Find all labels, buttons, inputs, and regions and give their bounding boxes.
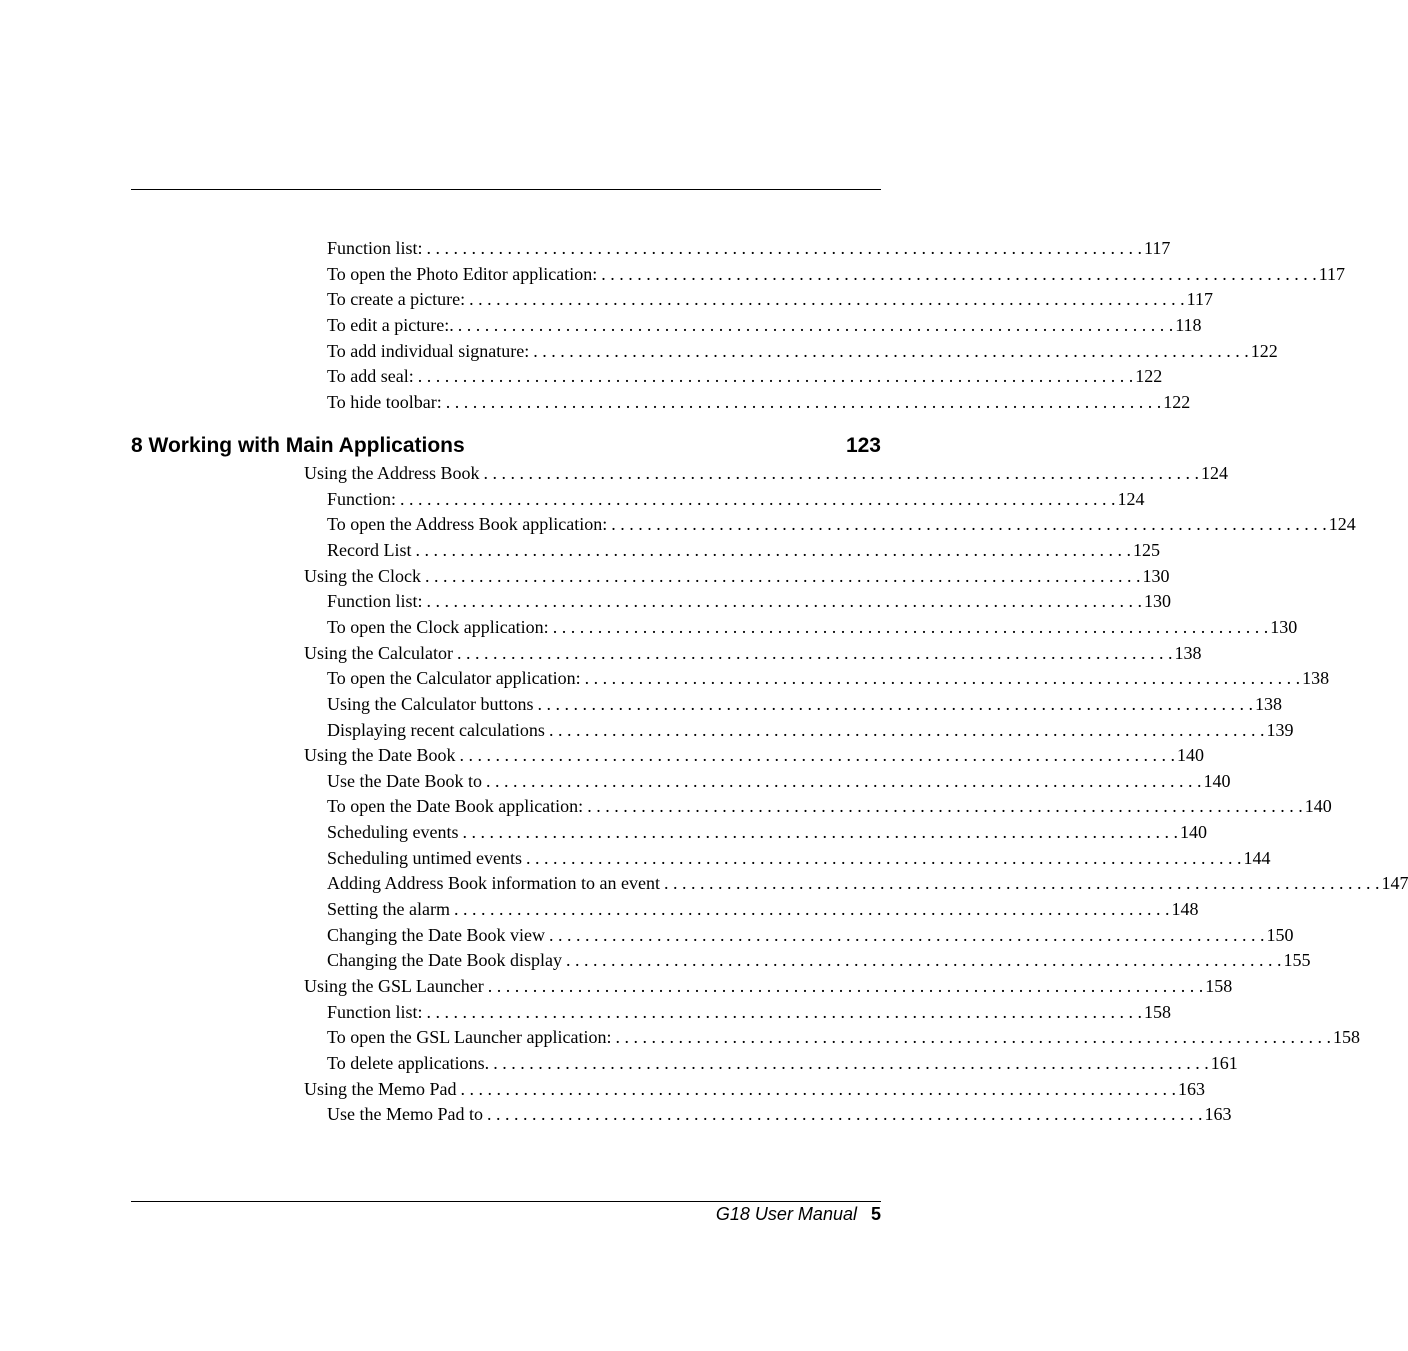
entry-title: Record List (327, 540, 412, 560)
toc-subsection-entry[interactable] (327, 1025, 1360, 1049)
dot-leader: . . . . . . . . . . . . . . . . . . . . . . . . . . . . . . . . . . . . . . . . . . . . . . . . . . . . . . . . . . . . . . . . . . . . . . . . . . . . . . . . (469, 289, 1185, 309)
entry-page: 140 (1179, 822, 1207, 842)
entry-page: 155 (1283, 950, 1311, 970)
dot-leader: . . . . . . . . . . . . . . . . . . . . . . . . . . . . . . . . . . . . . . . . . . . . . . . . . . . . . . . . . . . . . . . . . . . . . . . . . . . . . . . . (525, 848, 1242, 868)
entry-title: Use the Date Book to (327, 771, 482, 791)
dot-leader: . . . . . . . . . . . . . . . . . . . . . . . . . . . . . . . . . . . . . . . . . . . . . . . . . . . . . . . . . . . . . . . . . . . . . . . . . . . . . . . . (533, 341, 1249, 361)
entry-title: To delete applications. (327, 1053, 490, 1073)
toc-subsection-entry[interactable] (327, 538, 1160, 562)
toc-subsection-entry[interactable] (327, 897, 1199, 921)
dot-leader: . . . . . . . . . . . . . . . . . . . . . . . . . . . . . . . . . . . . . . . . . . . . . . . . . . . . . . . . . . . . . . . . . . . . . . . . . . . . . . . . (552, 617, 1269, 637)
dot-leader: . . . . . . . . . . . . . . . . . . . . . . . . . . . . . . . . . . . . . . . . . . . . . . . . . . . . . . . . . . . . . . . . . . . . . . . . . . . . . . . . (456, 643, 1173, 663)
entry-page: 158 (1144, 1002, 1172, 1022)
toc-subsection-entry[interactable] (327, 1000, 1172, 1024)
page-footer (716, 1202, 881, 1226)
entry-page: 158 (1332, 1027, 1360, 1047)
entry-page: 118 (1175, 315, 1202, 335)
entry-page: 147 (1381, 873, 1408, 893)
dot-leader: . . . . . . . . . . . . . . . . . . . . . . . . . . . . . . . . . . . . . . . . . . . . . . . . . . . . . . . . . . . . . . . . . . . . . . . . . . . . . . . . (462, 822, 1178, 842)
toc-subsection-entry[interactable] (327, 692, 1282, 716)
dot-leader: . . . . . . . . . . . . . . . . . . . . . . . . . . . . . . . . . . . . . . . . . . . . . . . . . . . . . . . . . . . . . . . . . . . . . . . . . . . . . . . . (453, 899, 1170, 919)
toc-subsection-entry[interactable] (327, 589, 1172, 613)
entry-title: To add individual signature: (327, 341, 530, 361)
dot-leader: . . . . . . . . . . . . . . . . . . . . . . . . . . . . . . . . . . . . . . . . . . . . . . . . . . . . . . . . . . . . . . . . . . . . . . . . . . . . . . . . (486, 1104, 1203, 1124)
dot-leader: . . . . . . . . . . . . . . . . . . . . . . . . . . . . . . . . . . . . . . . . . . . . . . . . . . . . . . . . . . . . . . . . . . . . . . . . . . . . . . . . (457, 315, 1174, 335)
entry-page: 140 (1203, 771, 1231, 791)
entry-title: To edit a picture:. (327, 315, 454, 335)
toc-section-entry[interactable] (304, 1077, 1205, 1101)
dot-leader: . . . . . . . . . . . . . . . . . . . . . . . . . . . . . . . . . . . . . . . . . . . . . . . . . . . . . . . . . . . . . . . . . . . . . . . . . . . . . . . . (601, 264, 1317, 284)
page-number: 5 (870, 1204, 881, 1224)
entry-page: 139 (1266, 720, 1294, 740)
entry-page: 117 (1318, 264, 1346, 284)
entry-title: Adding Address Book information to an event (327, 873, 660, 893)
dot-leader: . . . . . . . . . . . . . . . . . . . . . . . . . . . . . . . . . . . . . . . . . . . . . . . . . . . . . . . . . . . . . . . . . . . . . . . . . . . . . . . . (615, 1027, 1331, 1047)
toc-section-entry[interactable] (304, 743, 1204, 767)
entry-title: To open the GSL Launcher application: (327, 1027, 612, 1047)
entry-page: 138 (1254, 694, 1282, 714)
entry-title: Using the Calculator buttons (327, 694, 534, 714)
dot-leader: . . . . . . . . . . . . . . . . . . . . . . . . . . . . . . . . . . . . . . . . . . . . . . . . . . . . . . . . . . . . . . . . . . . . . . . . . . . . . . . . (445, 392, 1162, 412)
dot-leader: . . . . . . . . . . . . . . . . . . . . . . . . . . . . . . . . . . . . . . . . . . . . . . . . . . . . . . . . . . . . . . . . . . . . . . . . . . . . . . . . (460, 1079, 1176, 1099)
entry-page: 163 (1178, 1079, 1205, 1099)
toc-subsection-entry[interactable] (327, 846, 1271, 870)
entry-title: To open the Calculator application: (327, 668, 581, 688)
entry-title: Using the Calculator (304, 643, 453, 663)
dot-leader: . . . . . . . . . . . . . . . . . . . . . . . . . . . . . . . . . . . . . . . . . . . . . . . . . . . . . . . . . . . . . . . . . . . . . . . . . . . . . . . . (483, 463, 1199, 483)
dot-leader: . . . . . . . . . . . . . . . . . . . . . . . . . . . . . . . . . . . . . . . . . . . . . . . . . . . . . . . . . . . . . . . . . . . . . . . . . . . . . . . . (426, 1002, 1143, 1022)
dot-leader: . . . . . . . . . . . . . . . . . . . . . . . . . . . . . . . . . . . . . . . . . . . . . . . . . . . . . . . . . . . . . . . . . . . . . . . . . . . . . . . . (487, 976, 1204, 996)
entry-page: 158 (1205, 976, 1233, 996)
toc-subsection-entry[interactable] (327, 871, 1408, 895)
entry-page: 124 (1328, 514, 1356, 534)
entry-page: 140 (1304, 796, 1332, 816)
toc-subsection-entry[interactable] (327, 313, 1202, 337)
entry-page: 117 (1144, 238, 1171, 258)
toc-section-entry[interactable] (304, 974, 1233, 998)
dot-leader: . . . . . . . . . . . . . . . . . . . . . . . . . . . . . . . . . . . . . . . . . . . . . . . . . . . . . . . . . . . . . . . . . . . . . . . . . . . . . . . . (426, 591, 1143, 611)
manual-title: G18 User Manual (715, 1204, 857, 1224)
toc-subsection-entry[interactable] (327, 262, 1346, 286)
entry-title: To create a picture: (327, 289, 466, 309)
dot-leader: . . . . . . . . . . . . . . . . . . . . . . . . . . . . . . . . . . . . . . . . . . . . . . . . . . . . . . . . . . . . . . . . . . . . . . . . . . . . . . . . (459, 745, 1175, 765)
chapter-page: 123 (845, 434, 881, 457)
toc-subsection-entry[interactable] (327, 390, 1191, 414)
dot-leader: . . . . . . . . . . . . . . . . . . . . . . . . . . . . . . . . . . . . . . . . . . . . . . . . . . . . . . . . . . . . . . . . . . . . . . . . . . . . . . . . (584, 668, 1301, 688)
entry-title: To open the Date Book application: (327, 796, 584, 816)
entry-page: 163 (1204, 1104, 1232, 1124)
entry-title: To hide toolbar: (327, 392, 442, 412)
toc-subsection-entry[interactable] (327, 923, 1294, 947)
toc-subsection-entry[interactable] (327, 666, 1330, 690)
chapter-heading[interactable] (131, 434, 881, 462)
entry-title: Scheduling events (327, 822, 459, 842)
dot-leader: . . . . . . . . . . . . . . . . . . . . . . . . . . . . . . . . . . . . . . . . . . . . . . . . . . . . . . . . . . . . . . . . . . . . . . . . . . . . . . . . (548, 925, 1265, 945)
dot-leader: . . . . . . . . . . . . . . . . . . . . . . . . . . . . . . . . . . . . . . . . . . . . . . . . . . . . . . . . . . . . . . . . . . . . . . . . . . . . . . . . (415, 540, 1131, 560)
entry-page: 140 (1176, 745, 1204, 765)
dot-leader: . . . . . . . . . . . . . . . . . . . . . . . . . . . . . . . . . . . . . . . . . . . . . . . . . . . . . . . . . . . . . . . . . . . . . . . . . . . . . . . . (565, 950, 1282, 970)
entry-page: 130 (1142, 566, 1170, 586)
toc-subsection-entry[interactable] (327, 948, 1311, 972)
entry-page: 144 (1243, 848, 1271, 868)
dot-leader: . . . . . . . . . . . . . . . . . . . . . . . . . . . . . . . . . . . . . . . . . . . . . . . . . . . . . . . . . . . . . . . . . . . . . . . . . . . . . . . . (400, 489, 1116, 509)
toc-subsection-entry[interactable] (327, 287, 1213, 311)
dot-leader: . . . . . . . . . . . . . . . . . . . . . . . . . . . . . . . . . . . . . . . . . . . . . . . . . . . . . . . . . . . . . . . . . . . . . . . . . . . . . . . . (493, 1053, 1209, 1073)
entry-title: Use the Memo Pad to (327, 1104, 483, 1124)
dot-leader: . . . . . . . . . . . . . . . . . . . . . . . . . . . . . . . . . . . . . . . . . . . . . . . . . . . . . . . . . . . . . . . . . . . . . . . . . . . . . . . . (485, 771, 1202, 791)
entry-page: 117 (1186, 289, 1213, 309)
entry-page: 124 (1117, 489, 1145, 509)
entry-title: To open the Photo Editor application: (327, 264, 598, 284)
entry-page: 124 (1201, 463, 1228, 483)
entry-title: Function list: (327, 1002, 423, 1022)
entry-title: Function list: (327, 238, 423, 258)
entry-title: Using the Clock (304, 566, 421, 586)
toc-section-entry[interactable] (304, 641, 1202, 665)
toc-subsection-entry[interactable] (327, 512, 1356, 536)
toc-subsection-entry[interactable] (327, 794, 1332, 818)
dot-leader: . . . . . . . . . . . . . . . . . . . . . . . . . . . . . . . . . . . . . . . . . . . . . . . . . . . . . . . . . . . . . . . . . . . . . . . . . . . . . . . . (417, 366, 1134, 386)
entry-page: 122 (1163, 392, 1191, 412)
dot-leader: . . . . . . . . . . . . . . . . . . . . . . . . . . . . . . . . . . . . . . . . . . . . . . . . . . . . . . . . . . . . . . . . . . . . . . . . . . . . . . . . (537, 694, 1253, 714)
toc-subsection-entry[interactable] (327, 339, 1278, 363)
entry-page: 130 (1270, 617, 1298, 637)
entry-page: 138 (1174, 643, 1202, 663)
entry-title: Using the Memo Pad (304, 1079, 457, 1099)
dot-leader: . . . . . . . . . . . . . . . . . . . . . . . . . . . . . . . . . . . . . . . . . . . . . . . . . . . . . . . . . . . . . . . . . . . . . . . . . . . . . . . . (611, 514, 1327, 534)
toc-subsection-entry[interactable] (327, 1051, 1238, 1075)
toc-subsection-entry[interactable] (327, 1102, 1232, 1126)
entry-title: Using the Date Book (304, 745, 456, 765)
entry-title: Using the Address Book (304, 463, 480, 483)
entry-title: Using the GSL Launcher (304, 976, 484, 996)
toc-subsection-entry[interactable] (327, 820, 1207, 844)
toc-section-entry[interactable] (304, 564, 1170, 588)
entry-title: To add seal: (327, 366, 414, 386)
entry-page: 130 (1144, 591, 1172, 611)
dot-leader: . . . . . . . . . . . . . . . . . . . . . . . . . . . . . . . . . . . . . . . . . . . . . . . . . . . . . . . . . . . . . . . . . . . . . . . . . . . . . . . . (587, 796, 1303, 816)
entry-title: Changing the Date Book view (327, 925, 545, 945)
entry-title: Changing the Date Book display (327, 950, 562, 970)
toc-subsection-entry[interactable] (327, 236, 1171, 260)
entry-title: Setting the alarm (327, 899, 450, 919)
dot-leader: . . . . . . . . . . . . . . . . . . . . . . . . . . . . . . . . . . . . . . . . . . . . . . . . . . . . . . . . . . . . . . . . . . . . . . . . . . . . . . . . (663, 873, 1380, 893)
entry-title: Function list: (327, 591, 423, 611)
entry-page: 148 (1171, 899, 1199, 919)
toc-subsection-entry[interactable] (327, 718, 1294, 742)
entry-page: 138 (1302, 668, 1330, 688)
toc-section-entry[interactable] (304, 461, 1228, 485)
toc-subsection-entry[interactable] (327, 487, 1145, 511)
dot-leader: . . . . . . . . . . . . . . . . . . . . . . . . . . . . . . . . . . . . . . . . . . . . . . . . . . . . . . . . . . . . . . . . . . . . . . . . . . . . . . . . (548, 720, 1265, 740)
toc-subsection-entry[interactable] (327, 364, 1163, 388)
entry-title: Function: (327, 489, 397, 509)
entry-page: 161 (1210, 1053, 1238, 1073)
dot-leader: . . . . . . . . . . . . . . . . . . . . . . . . . . . . . . . . . . . . . . . . . . . . . . . . . . . . . . . . . . . . . . . . . . . . . . . . . . . . . . . . (426, 238, 1143, 258)
entry-page: 122 (1135, 366, 1163, 386)
entry-page: 122 (1250, 341, 1278, 361)
chapter-title: 8 Working with Main Applications (131, 434, 465, 457)
entry-page: 150 (1266, 925, 1294, 945)
entry-title: To open the Address Book application: (327, 514, 608, 534)
header-rule (131, 189, 881, 190)
entry-title: Displaying recent calculations (327, 720, 545, 740)
toc-subsection-entry[interactable] (327, 615, 1298, 639)
dot-leader: . . . . . . . . . . . . . . . . . . . . . . . . . . . . . . . . . . . . . . . . . . . . . . . . . . . . . . . . . . . . . . . . . . . . . . . . . . . . . . . . (425, 566, 1141, 586)
toc-subsection-entry[interactable] (327, 769, 1231, 793)
entry-title: To open the Clock application: (327, 617, 549, 637)
entry-title: Scheduling untimed events (327, 848, 522, 868)
entry-page: 125 (1132, 540, 1160, 560)
